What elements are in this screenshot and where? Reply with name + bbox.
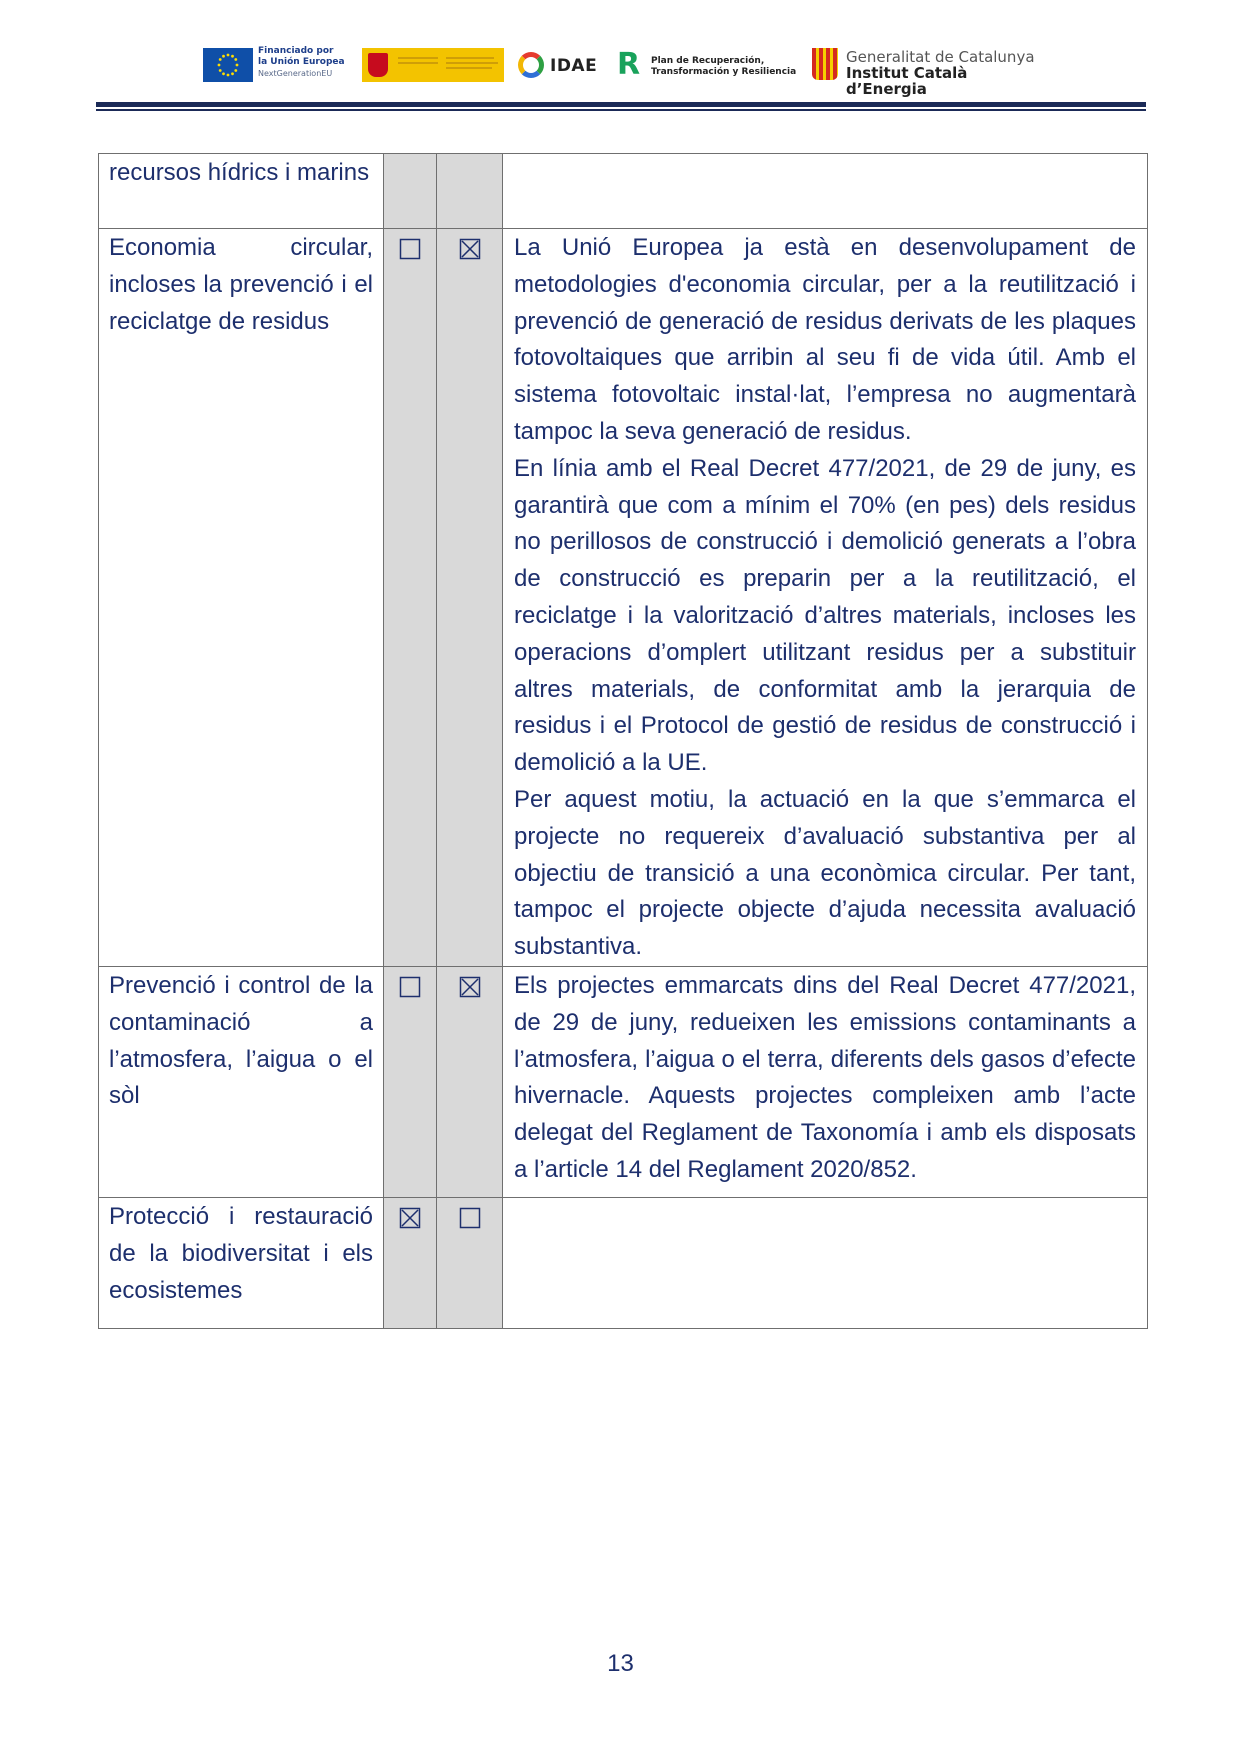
checked-checkbox-icon <box>459 238 481 260</box>
objective-cell: recursos hídrics i marins <box>99 154 384 229</box>
check-cell-b <box>437 229 503 967</box>
justification-cell <box>503 1197 1148 1328</box>
generalitat-logo: Generalitat de Catalunya Institut Català d’Energia <box>812 46 1042 84</box>
check-cell-b <box>437 154 503 229</box>
header-rule-thin <box>96 109 1146 111</box>
checked-checkbox-icon <box>399 1207 421 1229</box>
justification-cell <box>503 154 1148 229</box>
unchecked-checkbox-icon <box>459 1207 481 1229</box>
header-rule <box>96 102 1146 107</box>
recovery-plan-r-icon: R <box>617 47 641 82</box>
dnsh-assessment-table <box>98 153 1148 1329</box>
eu-flag-icon <box>203 48 253 82</box>
objective-cell: Protecció i restauració de la biodiversitat i els ecosistemes <box>99 1197 384 1328</box>
checked-checkbox-icon <box>459 976 481 998</box>
spain-shield-icon <box>368 53 388 77</box>
recovery-plan-logo: R Plan de Recuperación, Transformación y Resiliencia <box>617 47 797 82</box>
table-row <box>99 229 1148 967</box>
generalitat-flag-icon <box>812 48 838 80</box>
page-number: 13 <box>607 1650 634 1677</box>
check-cell-a <box>384 229 437 967</box>
objective-cell: Prevenció i control de la contaminació a l’atmosfera, l’aigua o el sòl <box>99 966 384 1197</box>
unchecked-checkbox-icon <box>399 976 421 998</box>
check-cell-a <box>384 1197 437 1328</box>
justification-paragraph: Per aquest motiu, la actuació en la que s’emmarca el projecte no requereix d’avaluació substantiva per al objectiu de transició a una econòmica circular. Per tant, tampoc el projecte objecte d’ajuda necessita avaluació substantiva. <box>514 785 1136 961</box>
table-row <box>99 1197 1148 1328</box>
eu-logo-text: Financiado por la Unión Europea NextGenerationEU <box>258 46 345 78</box>
objective-cell: Economia circular, incloses la prevenció i el reciclatge de residus <box>99 229 384 967</box>
unchecked-checkbox-icon <box>399 238 421 260</box>
table-row <box>99 154 1148 229</box>
header-logos <box>0 46 1241 98</box>
idae-logo: IDAE <box>518 50 608 82</box>
justification-cell <box>503 229 1148 967</box>
table-row <box>99 966 1148 1197</box>
check-cell-a <box>384 966 437 1197</box>
check-cell-a <box>384 154 437 229</box>
spain-government-logo <box>362 48 504 82</box>
justification-paragraph: Els projectes emmarcats dins del Real Decret 477/2021, de 29 de juny, redueixen les emissions contaminants a l’atmosfera, l’aigua o el terra, diferents dels gasos d’efecte hivernacle. Aquests projectes compleixen amb l’acte delegat del Reglament de Taxonomía i amb els disposats a l’article 14 del Reglament 2020/852. <box>514 971 1136 1183</box>
justification-cell <box>503 966 1148 1197</box>
justification-paragraph: La Unió Europea ja està en desenvolupament de metodologies d'economia circular, per a la reutilització i prevenció de generació de residus derivats de les plaques fotovoltaiques que arribin al seu fi de vida útil. Amb el sistema fotovoltaic instal·lat, l’empresa no augmentarà tampoc la seva generació de residus. <box>514 234 1136 445</box>
check-cell-b <box>437 966 503 1197</box>
justification-paragraph: En línia amb el Real Decret 477/2021, de 29 de juny, es garantirà que com a mínim el 70% (en pes) dels residus no perillosos de construcció i demolició generats a l’obra de construcció es preparin per a la reutilització, el reciclatge i la valorització d’altres materials, incloses les operacions d’omplert utilitzant residus per a substituir altres materials, de conformitat amb la jerarquia de residus i el Protocol de gestió de residus de construcció i demolició a la UE. <box>514 454 1136 777</box>
idae-ring-icon <box>518 52 544 78</box>
check-cell-b <box>437 1197 503 1328</box>
